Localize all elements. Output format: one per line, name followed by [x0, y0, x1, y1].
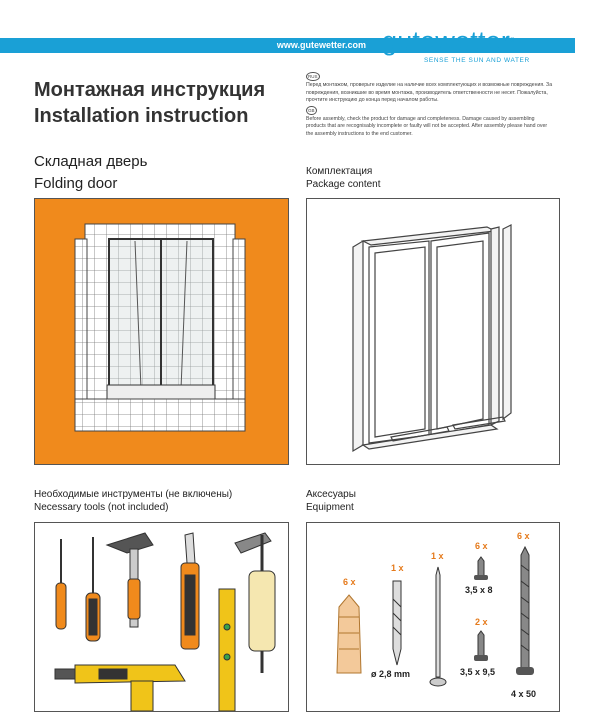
nail-icon: [429, 565, 447, 691]
brand-logo: [382, 26, 515, 56]
power-drill-icon: [55, 665, 185, 711]
equipment-image: [306, 522, 560, 712]
long-screw-size: 4 x 50: [511, 689, 537, 699]
package-label-ru: Комплектация: [306, 166, 373, 177]
phillips-screwdriver-icon: [86, 537, 100, 641]
assembly-notes: [306, 72, 554, 138]
title-en: Installation instruction: [34, 105, 249, 127]
product-image: [34, 198, 289, 465]
brand-tagline: SENSE THE SUN AND WATER: [424, 57, 530, 64]
short-screw-count: 6 x: [475, 541, 488, 551]
long-screw-count: 6 x: [517, 531, 530, 541]
equipment-label-ru: Аксесуары: [306, 489, 356, 500]
wall-plug-count: 6 x: [343, 577, 356, 587]
title-ru: Монтажная инструкция: [34, 79, 266, 101]
product-name-ru: Складная дверь: [34, 153, 148, 170]
short-screw-icon: [471, 555, 491, 583]
product-name-en: Folding door: [34, 175, 118, 192]
caulking-gun-icon: [235, 533, 275, 673]
medium-screw-icon: [471, 629, 491, 665]
tools-image: [34, 522, 289, 712]
registered-mark: ®: [510, 38, 515, 44]
tools-label-ru: Необходимые инструменты (не включены): [34, 489, 233, 500]
spirit-level-icon: [219, 589, 235, 711]
door-frame-illustration: [307, 199, 559, 464]
note-ru: Перед монтажом, проверьте изделие на наличие всех комплектующих и возможные повреждения. За повреждения, возникшие во время монтажа, производитель ответственности не несет. Пожалуйста, прочтите инструкцию до конца перед началом работы.: [306, 82, 553, 104]
flag-ru: RUS: [306, 72, 320, 81]
tools-illustration: [35, 523, 288, 711]
package-label-en: Package content: [306, 179, 381, 190]
utility-knife-icon: [181, 533, 199, 649]
medium-screw-size: 3,5 x 9,5: [460, 667, 496, 677]
short-screw-size: 3,5 x 8: [465, 585, 493, 595]
medium-screw-count: 2 x: [475, 617, 488, 627]
website-url[interactable]: www.gutewetter.com: [276, 40, 366, 50]
equipment-label-en: Equipment: [306, 502, 354, 513]
brand-name: gutewetter: [382, 26, 511, 56]
tools-label-en: Necessary tools (not included): [34, 502, 169, 513]
drill-bit-count: 1 x: [391, 563, 404, 573]
shower-illustration: [35, 199, 288, 464]
hammer-icon: [107, 533, 153, 627]
package-image: [306, 198, 560, 465]
drill-bit-icon: [389, 579, 405, 667]
flat-screwdriver-icon: [56, 539, 66, 629]
long-screw-icon: [514, 545, 536, 681]
nail-count: 1 x: [431, 551, 444, 561]
wall-plug-icon: [331, 593, 367, 693]
flag-gb: GB: [306, 106, 317, 115]
drill-bit-size: ø 2,8 mm: [371, 669, 411, 679]
note-en: Before assembly, check the product for damage and completeness. Damage caused by assembling products that are recognisably incomplete or faulty will not be accepted. After assembly please hand over the assembly instructions to the end customer.: [306, 116, 548, 137]
